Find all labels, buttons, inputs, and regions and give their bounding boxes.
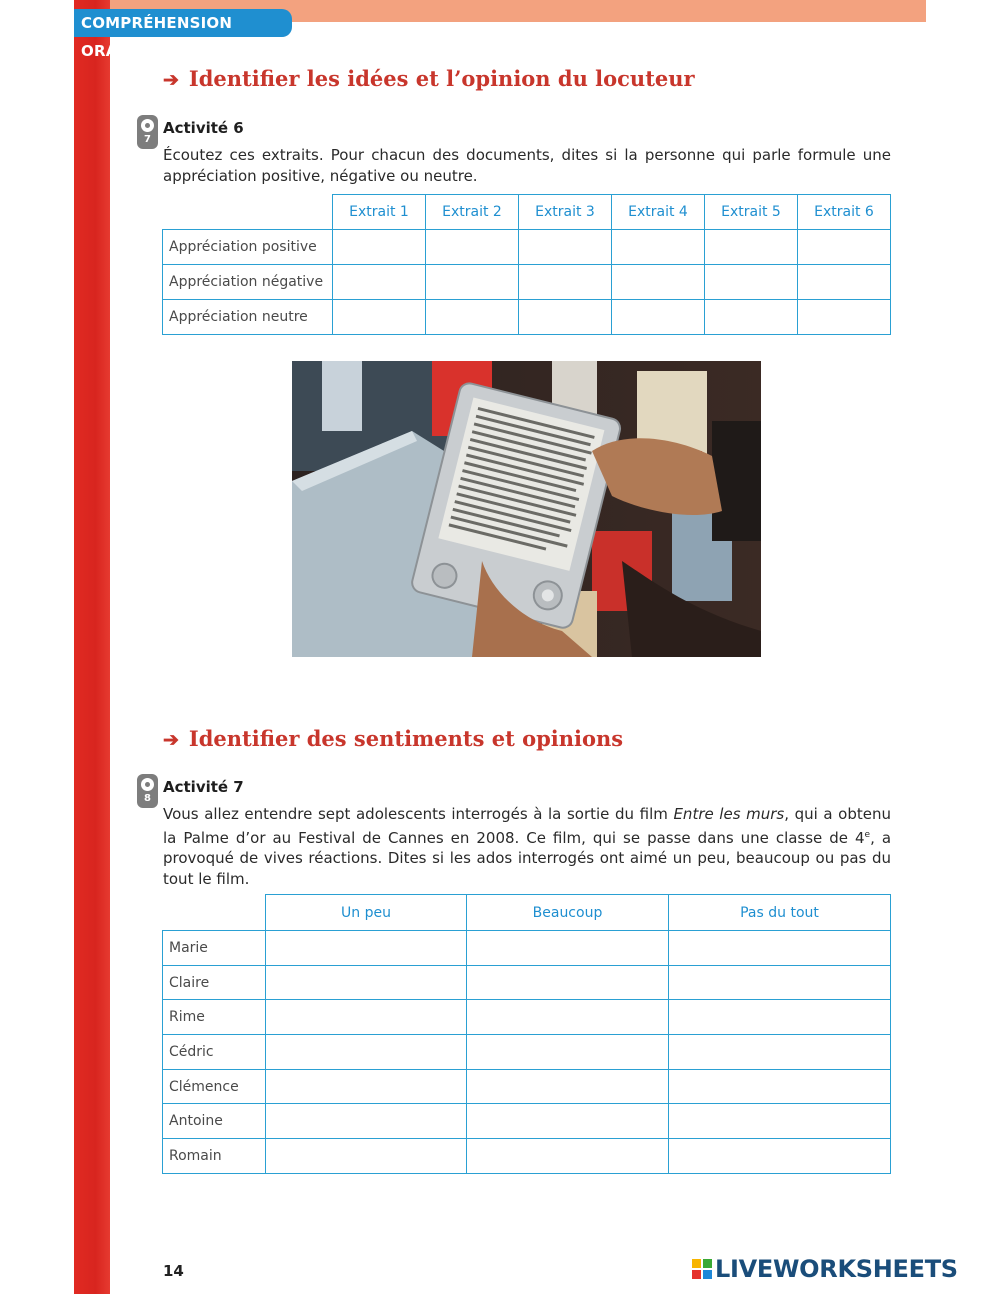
activity-7-answer-cell[interactable] xyxy=(266,1139,467,1174)
activity-6-answer-cell[interactable] xyxy=(333,300,426,335)
cd-disc-icon xyxy=(139,117,156,134)
track-number: 8 xyxy=(144,793,151,804)
activity-6-answer-cell[interactable] xyxy=(612,230,705,265)
activity-6-header-row xyxy=(163,195,891,230)
activity-7-body xyxy=(163,931,891,1174)
liveworksheets-logo-icon xyxy=(692,1259,712,1279)
activity-6-column-header: Extrait 6 xyxy=(798,195,891,230)
activity-7-answer-cell[interactable] xyxy=(266,1000,467,1035)
activity-7-answer-cell[interactable] xyxy=(669,1035,891,1070)
activity-6-answer-cell[interactable] xyxy=(705,265,798,300)
activity-7-answer-cell[interactable] xyxy=(266,965,467,1000)
activity-6-answer-cell[interactable] xyxy=(519,230,612,265)
film-title: Entre les murs xyxy=(673,805,785,823)
activity-6-instructions xyxy=(163,145,891,186)
audio-cd-icon[interactable] xyxy=(137,115,158,149)
activity-7-row-label: Antoine xyxy=(163,1104,266,1139)
activity-6-answer-cell[interactable] xyxy=(426,265,519,300)
activity-7-row-label: Claire xyxy=(163,965,266,1000)
activity-6-answer-cell[interactable] xyxy=(798,300,891,335)
activity-7-answer-cell[interactable] xyxy=(467,1069,669,1104)
logo-square-icon xyxy=(703,1270,712,1279)
activity-7-row-label: Romain xyxy=(163,1139,266,1174)
activity-7-table-row xyxy=(163,1139,891,1174)
activity-7-answer-cell[interactable] xyxy=(669,965,891,1000)
activity-7-table-row xyxy=(163,1104,891,1139)
activity-7-answer-cell[interactable] xyxy=(467,931,669,966)
activity-6-column-header: Extrait 4 xyxy=(612,195,705,230)
activity-6-table-row xyxy=(163,230,891,265)
activity-7-answer-cell[interactable] xyxy=(669,1069,891,1104)
activity-6-table xyxy=(162,194,891,335)
activity-7-header-row xyxy=(163,895,891,931)
activity-6-column-header: Extrait 5 xyxy=(705,195,798,230)
section1-heading xyxy=(163,66,695,91)
activity-7-answer-cell[interactable] xyxy=(467,1104,669,1139)
activity-7-answer-cell[interactable] xyxy=(669,1104,891,1139)
activity-7-row-label: Cédric xyxy=(163,1035,266,1070)
track-number: 7 xyxy=(144,134,151,145)
activity-6-answer-cell[interactable] xyxy=(612,265,705,300)
activity-6-table-row xyxy=(163,265,891,300)
activity-6-answer-cell[interactable] xyxy=(705,230,798,265)
activity-6-answer-cell[interactable] xyxy=(333,230,426,265)
activity-6-body xyxy=(163,230,891,335)
audio-cd-icon[interactable] xyxy=(137,774,158,808)
activity-7-answer-cell[interactable] xyxy=(467,965,669,1000)
activity-6-column-header: Extrait 3 xyxy=(519,195,612,230)
activity-6-table-row xyxy=(163,300,891,335)
activity-6-answer-cell[interactable] xyxy=(333,265,426,300)
activity-7-answer-cell[interactable] xyxy=(669,1000,891,1035)
activity-6-column-header: Extrait 1 xyxy=(333,195,426,230)
activity-6-answer-cell[interactable] xyxy=(798,230,891,265)
activity-7-column-header: Un peu xyxy=(266,895,467,931)
activity-7-instructions xyxy=(163,804,891,889)
activity-6-row-label: Appréciation négative xyxy=(163,265,333,300)
activity-6-answer-cell[interactable] xyxy=(519,300,612,335)
activity-7-row-label: Clémence xyxy=(163,1069,266,1104)
activity-7-answer-cell[interactable] xyxy=(266,1104,467,1139)
activity-7-answer-cell[interactable] xyxy=(266,931,467,966)
activity-6-answer-cell[interactable] xyxy=(798,265,891,300)
activity-6-corner-cell xyxy=(163,195,333,230)
left-color-band xyxy=(74,0,110,1294)
activity-7-corner-cell xyxy=(163,895,266,931)
activity-6-answer-cell[interactable] xyxy=(612,300,705,335)
activity-7-table-row xyxy=(163,1035,891,1070)
activity-6-answer-cell[interactable] xyxy=(426,300,519,335)
activity-6-title: Activité 6 xyxy=(163,119,244,137)
logo-square-icon xyxy=(692,1259,701,1268)
e-reader-photo xyxy=(292,361,761,657)
activity-7-table-row xyxy=(163,931,891,966)
grade-superscript: e xyxy=(864,829,871,840)
activity-7-answer-cell[interactable] xyxy=(266,1069,467,1104)
activity-7-column-header: Beaucoup xyxy=(467,895,669,931)
activity-7-table xyxy=(162,894,891,1174)
arrow-right-icon: ➔ xyxy=(163,69,179,91)
activity-7-row-label: Marie xyxy=(163,931,266,966)
watermark-text: LIVEWORKSHEETS xyxy=(715,1255,958,1283)
section2-heading xyxy=(163,726,623,751)
activity-7-title: Activité 7 xyxy=(163,778,244,796)
page-number: 14 xyxy=(163,1262,184,1280)
cd-disc-icon xyxy=(139,776,156,793)
activity-6-row-label: Appréciation neutre xyxy=(163,300,333,335)
activity-7-table-row xyxy=(163,965,891,1000)
activity-7-answer-cell[interactable] xyxy=(669,931,891,966)
activity-6-answer-cell[interactable] xyxy=(519,265,612,300)
activity-7-answer-cell[interactable] xyxy=(467,1139,669,1174)
logo-square-icon xyxy=(692,1270,701,1279)
activity-6-answer-cell[interactable] xyxy=(426,230,519,265)
activity-7-answer-cell[interactable] xyxy=(266,1035,467,1070)
activity-7-answer-cell[interactable] xyxy=(669,1139,891,1174)
activity-7-column-header: Pas du tout xyxy=(669,895,891,931)
section2-heading-text: Identifier des sentiments et opinions xyxy=(188,726,624,751)
section1-heading-text: Identifier les idées et l’opinion du locuteur xyxy=(188,66,695,91)
arrow-right-icon: ➔ xyxy=(163,729,179,751)
activity-6-column-header: Extrait 2 xyxy=(426,195,519,230)
e-reader-illustration xyxy=(292,361,761,657)
logo-square-icon xyxy=(703,1259,712,1268)
activity-7-instructions-text: Vous allez entendre sept adolescents interrogés à la sortie du film Entre les murs, qui a obtenu la Palme d’or au Festival de Cannes en 2008. Ce film, qui se passe dans une classe de 4e, a provoqué de vives réactions. Dites si les ados interrogés ont aimé un peu, beaucoup ou pas du tout le film. xyxy=(163,805,892,888)
activity-7-row-label: Rime xyxy=(163,1000,266,1035)
activity-7-table-row xyxy=(163,1069,891,1104)
activity-6-answer-cell[interactable] xyxy=(705,300,798,335)
liveworksheets-watermark xyxy=(692,1254,958,1284)
activity-7-answer-cell[interactable] xyxy=(467,1000,669,1035)
activity-7-table-row xyxy=(163,1000,891,1035)
activity-6-instructions-text: Écoutez ces extraits. Pour chacun des documents, dites si la personne qui parle formule une appréciation positive, négative ou neutre. xyxy=(163,146,891,185)
activity-7-answer-cell[interactable] xyxy=(467,1035,669,1070)
activity-6-row-label: Appréciation positive xyxy=(163,230,333,265)
section-tab: COMPRÉHENSION ORALE xyxy=(74,9,292,37)
